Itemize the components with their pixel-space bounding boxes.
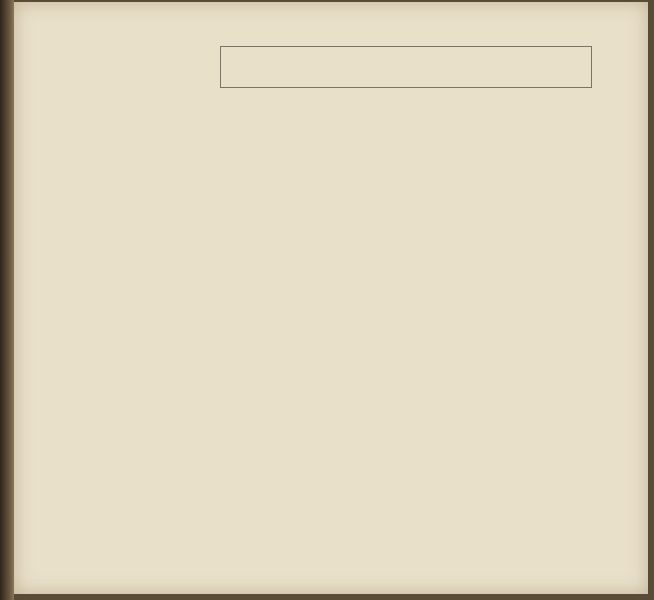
header-sokr [240, 110, 254, 144]
book-binding [0, 0, 14, 600]
header-codes-box [220, 46, 592, 88]
document-sheet [14, 2, 648, 594]
header-unit [157, 102, 179, 144]
